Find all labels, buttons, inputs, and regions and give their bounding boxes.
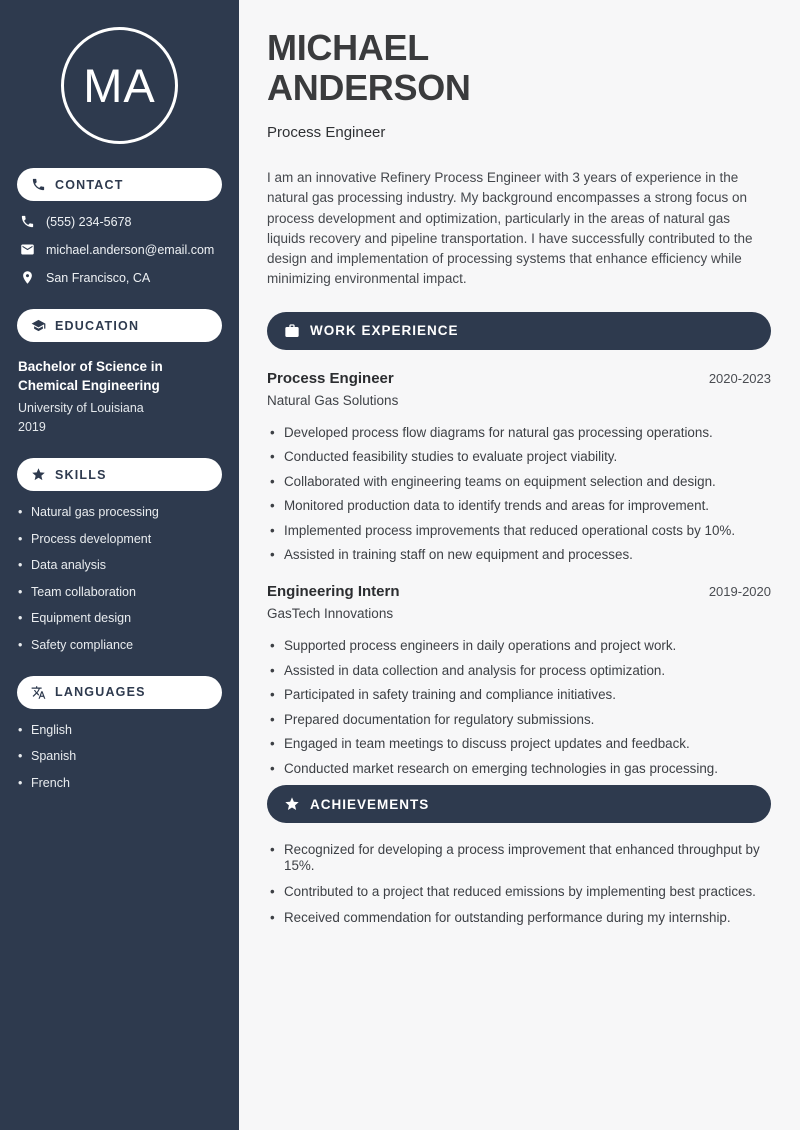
education-section-title: EDUCATION bbox=[55, 318, 140, 333]
achievements-section-title: ACHIEVEMENTS bbox=[310, 796, 430, 812]
job-position-title: Engineering Intern bbox=[267, 583, 400, 601]
contact-phone-value: (555) 234-5678 bbox=[46, 214, 132, 229]
job-bullet: • Developed process flow diagrams for natural gas processing operations. bbox=[267, 425, 771, 441]
education-entry bbox=[17, 357, 222, 434]
language-item: • French bbox=[17, 776, 222, 790]
job-bullet: • Assisted in training staff on new equipment and processes. bbox=[267, 547, 771, 563]
language-item: • Spanish bbox=[17, 749, 222, 763]
job-header bbox=[267, 583, 771, 600]
contact-section-title: CONTACT bbox=[55, 177, 124, 192]
education-year: 2019 bbox=[18, 420, 46, 434]
last-name: ANDERSON bbox=[267, 67, 471, 108]
language-item: • English bbox=[17, 723, 222, 737]
achievements-section-header bbox=[267, 785, 771, 823]
job-bullet-list bbox=[267, 425, 771, 564]
achievements-list bbox=[267, 842, 771, 926]
star-icon bbox=[31, 467, 46, 482]
skills-list bbox=[17, 505, 222, 652]
job-title-subtitle: Process Engineer bbox=[267, 124, 386, 141]
job-bullet: • Assisted in data collection and analysis for process optimization. bbox=[267, 663, 771, 679]
contact-item-phone bbox=[17, 214, 222, 229]
location-icon bbox=[20, 270, 35, 285]
contact-item-email bbox=[17, 242, 222, 257]
avatar-initials: MA bbox=[83, 59, 156, 112]
star-icon bbox=[284, 796, 300, 812]
achievement-bullet: • Contributed to a project that reduced emissions by implementing best practices. bbox=[267, 884, 771, 900]
skill-item: • Team collaboration bbox=[17, 585, 222, 599]
skill-item: • Process development bbox=[17, 532, 222, 546]
briefcase-icon bbox=[284, 323, 300, 339]
job-position-title: Process Engineer bbox=[267, 369, 394, 387]
job-bullet: • Monitored production data to identify trends and areas for improvement. bbox=[267, 498, 771, 514]
job-bullet: • Conducted market research on emerging technologies in gas processing. bbox=[267, 761, 771, 777]
job-bullet: • Implemented process improvements that reduced operational costs by 10%. bbox=[267, 523, 771, 539]
first-name: MICHAEL bbox=[267, 27, 429, 68]
education-school: University of Louisiana bbox=[18, 401, 144, 415]
job-bullet: • Conducted feasibility studies to evaluate project viability. bbox=[267, 449, 771, 465]
phone-icon bbox=[20, 214, 35, 229]
skill-item: • Equipment design bbox=[17, 611, 222, 625]
contact-item-location bbox=[17, 270, 222, 285]
skill-item: • Data analysis bbox=[17, 558, 222, 572]
education-degree: Bachelor of Science in Chemical Engineering bbox=[18, 359, 163, 393]
skills-section-header bbox=[17, 458, 222, 491]
skill-item: • Natural gas processing bbox=[17, 505, 222, 519]
languages-list bbox=[17, 723, 222, 790]
job-bullet: • Supported process engineers in daily operations and project work. bbox=[267, 638, 771, 654]
work-experience-section-header bbox=[267, 312, 771, 350]
contact-location-value: San Francisco, CA bbox=[46, 270, 151, 285]
job-company: GasTech Innovations bbox=[267, 606, 394, 622]
job-bullet: • Participated in safety training and compliance initiatives. bbox=[267, 687, 771, 703]
sidebar bbox=[0, 0, 239, 1130]
professional-summary: I am an innovative Refinery Process Engineer with 3 years of experience in the natural gas processing industry. My background encompasses a strong focus on process development and optimization, particularly in the areas of natural gas liquids recovery and pipeline transportation. I have successfully contributed to the design and implementation of processing systems that enhance efficiency while minimizing environmental impact. bbox=[267, 170, 753, 287]
job-entry bbox=[267, 583, 771, 777]
work-experience-section-title: WORK EXPERIENCE bbox=[310, 323, 459, 339]
job-entry bbox=[267, 370, 771, 564]
job-dates: 2019-2020 bbox=[708, 584, 771, 600]
job-bullet-list bbox=[267, 638, 771, 777]
mail-icon bbox=[20, 242, 35, 257]
job-bullet: • Collaborated with engineering teams on equipment selection and design. bbox=[267, 474, 771, 490]
achievement-bullet: • Received commendation for outstanding performance during my internship. bbox=[267, 910, 771, 926]
job-header bbox=[267, 370, 771, 387]
translate-icon bbox=[31, 685, 46, 700]
skills-section-title: SKILLS bbox=[55, 467, 107, 482]
languages-section-header bbox=[17, 676, 222, 709]
phone-icon bbox=[31, 177, 46, 192]
contact-section-header bbox=[17, 168, 222, 201]
job-company: Natural Gas Solutions bbox=[267, 392, 399, 408]
main-content bbox=[239, 0, 800, 1130]
education-section-header bbox=[17, 309, 222, 342]
avatar bbox=[61, 27, 178, 144]
skill-item: • Safety compliance bbox=[17, 638, 222, 652]
languages-section-title: LANGUAGES bbox=[55, 685, 146, 699]
contact-list bbox=[17, 214, 222, 285]
contact-email-value: michael.anderson@email.com bbox=[46, 242, 215, 257]
graduation-cap-icon bbox=[31, 318, 46, 333]
achievement-bullet: • Recognized for developing a process improvement that enhanced throughput by 15%. bbox=[267, 842, 771, 874]
job-bullet: • Engaged in team meetings to discuss project updates and feedback. bbox=[267, 736, 771, 752]
job-dates: 2020-2023 bbox=[708, 370, 771, 386]
job-bullet: • Prepared documentation for regulatory submissions. bbox=[267, 712, 771, 728]
page-title bbox=[267, 28, 771, 108]
